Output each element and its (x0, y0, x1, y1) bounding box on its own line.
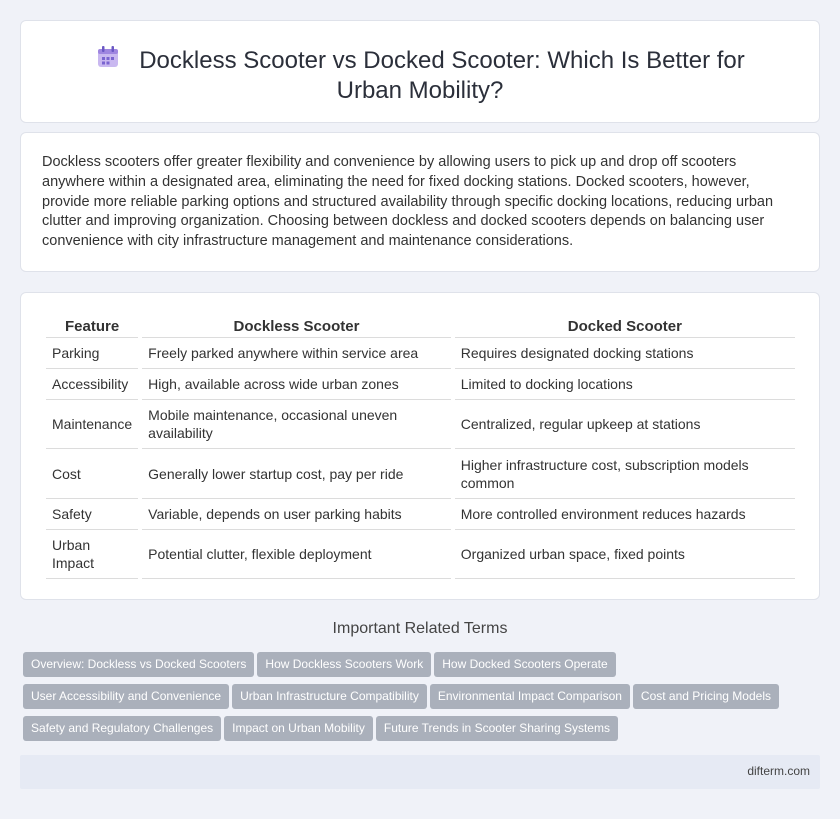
comparison-card (20, 292, 820, 600)
table-row (46, 449, 795, 499)
related-term-tag[interactable]: Environmental Impact Comparison (430, 684, 630, 709)
related-term-tag[interactable]: Cost and Pricing Models (633, 684, 779, 709)
related-terms-title: Important Related Terms (332, 620, 508, 637)
docked-cell: Centralized, regular upkeep at stations (455, 400, 795, 449)
related-term-tag[interactable]: How Docked Scooters Operate (434, 652, 615, 677)
calendar-icon (95, 44, 121, 70)
related-terms-list (23, 652, 823, 748)
footer (20, 755, 820, 789)
comparison-table (42, 316, 799, 579)
intro-paragraph: Dockless scooters offer greater flexibility and convenience by allowing users to pick up and drop off scooters anywhere within a designated area, eliminating the need for fixed docking stations. Docked scooters, however, provide more reliable parking options and structured availability through specific docking locations, reducing urban clutter and improving organization. Choosing between dockless and docked scooters depends on balancing user convenience with city infrastructure management and maintenance considerations. (42, 154, 774, 250)
header-dockless: Dockless Scooter (142, 316, 451, 338)
title-card (20, 20, 820, 123)
header-feature: Feature (46, 316, 138, 338)
page-title: Dockless Scooter vs Docked Scooter: Which Is Better for Urban Mobility? (139, 47, 745, 104)
footer-site[interactable]: difterm.com (747, 764, 810, 778)
dockless-cell: Variable, depends on user parking habits (142, 499, 451, 530)
intro-card (20, 132, 820, 272)
related-term-tag[interactable]: Future Trends in Scooter Sharing Systems (376, 716, 618, 741)
title-wrap (61, 44, 779, 106)
related-term-tag[interactable]: How Dockless Scooters Work (257, 652, 431, 677)
table-row (46, 369, 795, 400)
docked-cell: Limited to docking locations (455, 369, 795, 400)
header-docked: Docked Scooter (455, 316, 795, 338)
docked-cell: Organized urban space, fixed points (455, 530, 795, 579)
docked-cell: Higher infrastructure cost, subscription models common (455, 449, 795, 499)
related-term-tag[interactable]: Safety and Regulatory Challenges (23, 716, 221, 741)
table-row (46, 400, 795, 449)
table-row (46, 499, 795, 530)
table-header-row (46, 316, 795, 338)
tag-row (23, 684, 823, 716)
related-term-tag[interactable]: Overview: Dockless vs Docked Scooters (23, 652, 254, 677)
feature-cell: Parking (46, 338, 138, 369)
dockless-cell: Generally lower startup cost, pay per ride (142, 449, 451, 499)
related-term-tag[interactable]: User Accessibility and Convenience (23, 684, 229, 709)
dockless-cell: Freely parked anywhere within service area (142, 338, 451, 369)
docked-cell: More controlled environment reduces hazards (455, 499, 795, 530)
tag-row (23, 716, 823, 748)
related-term-tag[interactable]: Impact on Urban Mobility (224, 716, 373, 741)
table-row (46, 530, 795, 579)
feature-cell: Maintenance (46, 400, 138, 449)
dockless-cell: High, available across wide urban zones (142, 369, 451, 400)
table-row (46, 338, 795, 369)
docked-cell: Requires designated docking stations (455, 338, 795, 369)
dockless-cell: Potential clutter, flexible deployment (142, 530, 451, 579)
related-term-tag[interactable]: Urban Infrastructure Compatibility (232, 684, 427, 709)
dockless-cell: Mobile maintenance, occasional uneven availability (142, 400, 451, 449)
feature-cell: Accessibility (46, 369, 138, 400)
feature-cell: Safety (46, 499, 138, 530)
feature-cell: Urban Impact (46, 530, 138, 579)
tag-row (23, 652, 823, 684)
feature-cell: Cost (46, 449, 138, 499)
